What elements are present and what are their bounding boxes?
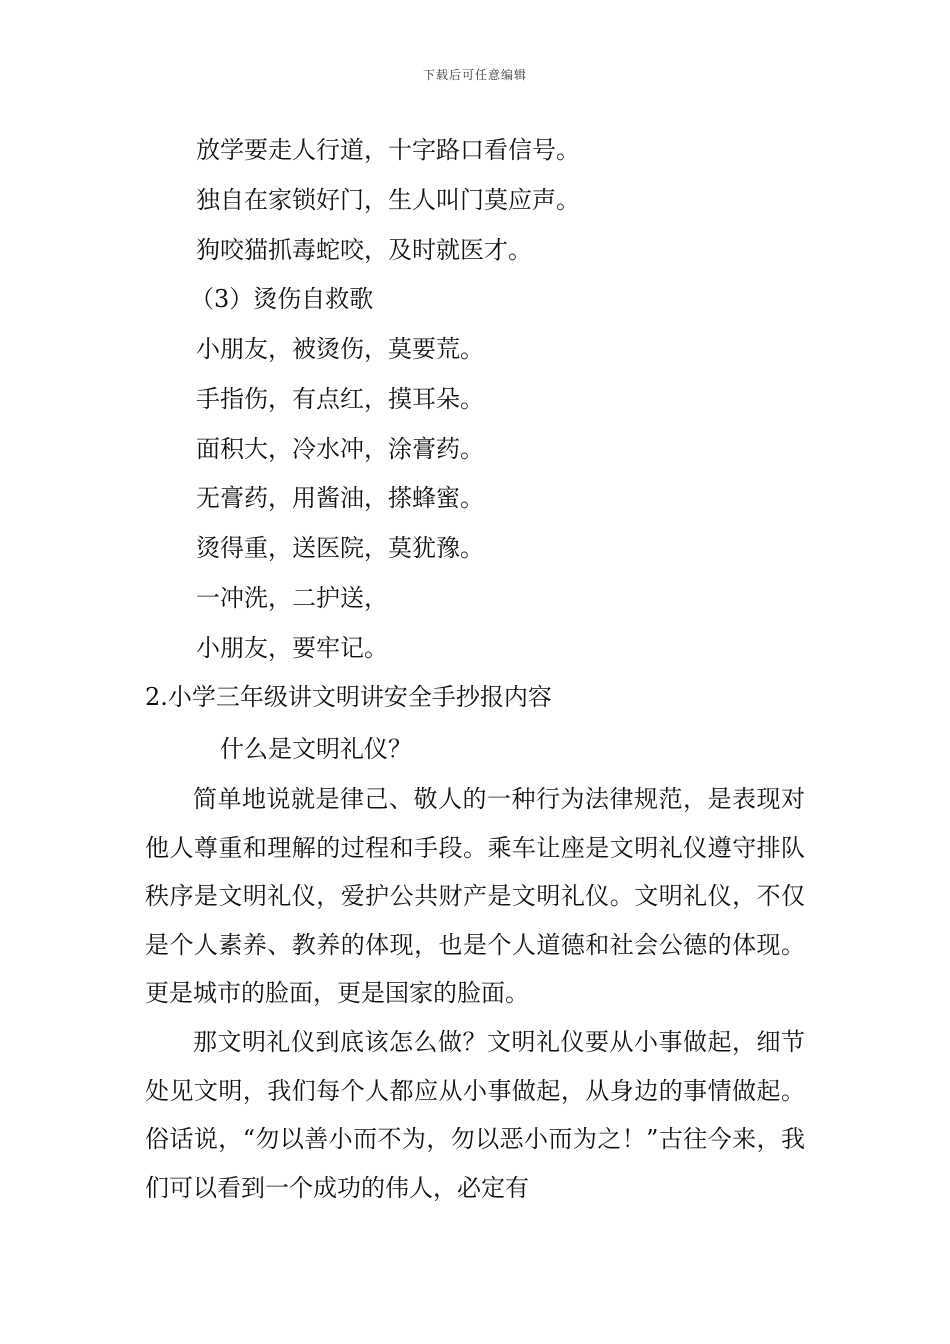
paragraph-1: 简单地说就是律己、敬人的一种行为法律规范，是表现对他人尊重和理解的过程和手段。乘车让座是文明礼仪遵守排队秩序是文明礼仪，爱护公共财产是文明礼仪。文明礼仪，不仅是个人素养、教养的体现，也是个人道德和社会公德的体现。更是城市的脸面，更是国家的脸面。 [145, 785, 805, 1007]
poem-line: 面积大，冷水冲，涂膏药。 [196, 435, 484, 463]
poem-line: 狗咬猫抓毒蛇咬，及时就医才。 [196, 236, 532, 264]
page-header: 下载后可任意编辑 [422, 68, 527, 82]
poem-line: 放学要走人行道，十字路口看信号。 [196, 136, 580, 164]
poem-line: 小朋友，被烫伤，莫要荒。 [196, 335, 484, 363]
poem-line: 一冲洗，二护送， [196, 584, 388, 612]
poem-line: 手指伤，有点红，摸耳朵。 [196, 385, 484, 413]
poem-line: 无膏药，用酱油，搽蜂蜜。 [196, 484, 484, 512]
question-heading: 什么是文明礼仪？ [220, 735, 412, 763]
section-title: （3）烫伤自救歌 [190, 285, 374, 313]
paragraph-2: 那文明礼仪到底该怎么做？文明礼仪要从小事做起，细节处见文明，我们每个人都应从小事做起，从身边的事情做起。俗话说，“勿以善小而不为，勿以恶小而为之！”古往今来，我们可以看到一个成功的伟人，必定有 [145, 1028, 805, 1202]
poem-line: 烫得重，送医院，莫犹豫。 [196, 534, 484, 562]
poem-line: 小朋友，要牢记。 [196, 634, 388, 662]
poem-line: 独自在家锁好门，生人叫门莫应声。 [196, 186, 580, 214]
section-heading: 2.小学三年级讲文明讲安全手抄报内容 [145, 683, 552, 711]
